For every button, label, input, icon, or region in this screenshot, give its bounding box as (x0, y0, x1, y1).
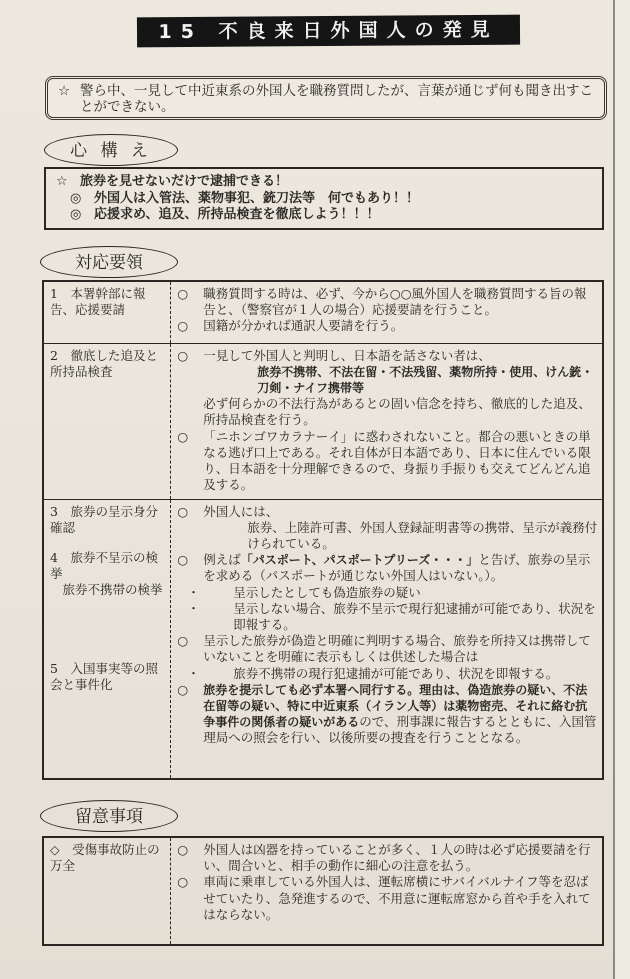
page-edge (615, 0, 630, 979)
item-text: 旅券不携帯の現行犯逮捕が可能であり、状況を即報する。 (233, 665, 559, 681)
table-row (43, 837, 603, 945)
notes-table (42, 836, 604, 946)
section-heading-procedure: 対応要領 (40, 246, 178, 278)
circle-icon: ○ (177, 503, 189, 519)
section-heading-notes: 留意事項 (40, 800, 178, 832)
bullet-icon: ・ (187, 600, 200, 616)
circle-icon: ○ (177, 681, 189, 697)
item-text: 「ニホンゴワカラナーイ」に惑わされないこと。都合の悪いときの単なる逃げ口上である。それ自体が日本語であり、日本に住んでいる限り、日本語を十分理解できるので、身振り手振りも交えてどんどん追及する。 (203, 428, 591, 493)
emphasis-text: 旅券を提示しても必ず本署へ同行する。理由は、偽造旅券の疑い、不法在留等の疑い、特に中近東系（イラン人等）は薬物密売、それに絡む抗争事件の関係者の疑いがある (203, 682, 588, 730)
circle-icon: ○ (177, 428, 189, 444)
circle-icon: ○ (177, 874, 189, 890)
star-icon: ☆ (56, 174, 68, 189)
item-text: ので、刑事課に報告するとともに、入国管理局への照会を行い、以後所要の捜査を行うこととなる。 (203, 714, 597, 746)
item-text: 国籍が分かれば通訳人要請を行う。 (203, 318, 404, 334)
row-body (171, 343, 603, 499)
circle-icon: ○ (177, 842, 189, 857)
bullet-icon: ・ (187, 584, 200, 600)
row-body (171, 281, 603, 343)
circle-icon: ○ (177, 633, 189, 649)
scenario-text: 警ら中、一見して中近東系の外国人を職務質問したが、言葉が通じず何も聞き出すことができない。 (80, 83, 593, 115)
double-circle-icon: ◎ (70, 190, 82, 206)
bullet-icon: ・ (187, 665, 200, 681)
circle-icon: ○ (177, 318, 189, 334)
star-icon: ☆ (58, 83, 71, 99)
procedure-table (42, 280, 604, 780)
item-text: 呈示した旅券が偽造と明確に判明する場合、旅券を所持又は携帯していないことを明確に表示もしくは供述した場合は (203, 633, 591, 665)
item-text: 車両に乗車している外国人は、運転席横にサバイバルナイフ等を忍ばせていたり、急発進するので、不用意に運転席窓から首や手を入れてはならない。 (203, 874, 591, 922)
mindset-box (44, 167, 604, 230)
table-row (43, 281, 603, 343)
table-row (43, 343, 603, 499)
table-row (43, 499, 603, 779)
mindset-line: 応援求め、追及、所持品検査を徹底しよう！！！ (94, 207, 380, 222)
mindset-line: 外国人は入管法、薬物事犯、銃刀法等 何でもあり！！ (94, 190, 420, 206)
item-text: 一見して外国人と判明し、日本語を話さない者は、 (203, 347, 491, 363)
item-text: 外国人は凶器を持っていることが多く、１人の時は必ず応援要請を行い、間合いと、相手の動作に細心の注意を払う。 (203, 842, 591, 874)
row-label: 4 旅券不呈示の検挙 (50, 549, 158, 582)
row-label: 3 旅券の呈示身分確認 (50, 503, 158, 535)
double-circle-icon: ◎ (70, 207, 82, 222)
item-text: 例えば (203, 552, 241, 568)
item-text: 職務質問する時は、必ず、今から○○風外国人を職務質問する旨の報告と、（警察官が１人の場合）応援要請を行うこと。 (203, 286, 587, 318)
item-text: 旅券、上陸許可書、外国人登録証明書等の携帯、呈示が義務付けられている。 (247, 519, 598, 551)
item-text: 必ず何らかの不法行為があるとの固い信念を持ち、徹底的した追及、所持品検査を行う。 (203, 396, 591, 428)
circle-icon: ○ (177, 347, 189, 363)
item-text: 外国人には、 (203, 503, 279, 519)
circle-icon: ○ (177, 552, 189, 568)
row-label-group (43, 499, 171, 779)
row-label: 2 徹底した追及と所持品検査 (43, 343, 171, 499)
row-body (171, 837, 603, 945)
item-text: 呈示したとしても偽造旅券の疑い (233, 584, 421, 600)
item-text: 呈示しない場合、旅券不呈示で現行犯逮捕が可能であり、状況を即報する。 (233, 600, 596, 632)
item-text: と告げ、旅券の呈示を求める（パスポートが通じない外国人はいない。）。 (203, 552, 591, 584)
row-label: 旅券不携帯の検挙 (50, 582, 163, 598)
page-title: 15 不良来日外国人の発見 (137, 15, 520, 48)
emphasis-text: 旅券不携帯、不法在留・不法残留、薬物所持・使用、けん銃・刀剣・ナイフ携帯等 (257, 364, 594, 395)
row-label: 1 本署幹部に報告、応援要請 (43, 281, 171, 343)
row-label: 5 入国事実等の照会と事件化 (50, 660, 158, 692)
row-body (171, 499, 603, 779)
circle-icon: ○ (177, 286, 189, 301)
mindset-line: 旅券を見せないだけで逮捕できる！ (80, 174, 289, 189)
row-label: ◇ 受傷事故防止の万全 (43, 837, 171, 945)
emphasis-text: 「パスポート、パスポートプリーズ・・・」 (240, 553, 479, 568)
scenario-box (45, 76, 607, 120)
section-heading-mindset: 心 構 え (44, 134, 178, 166)
